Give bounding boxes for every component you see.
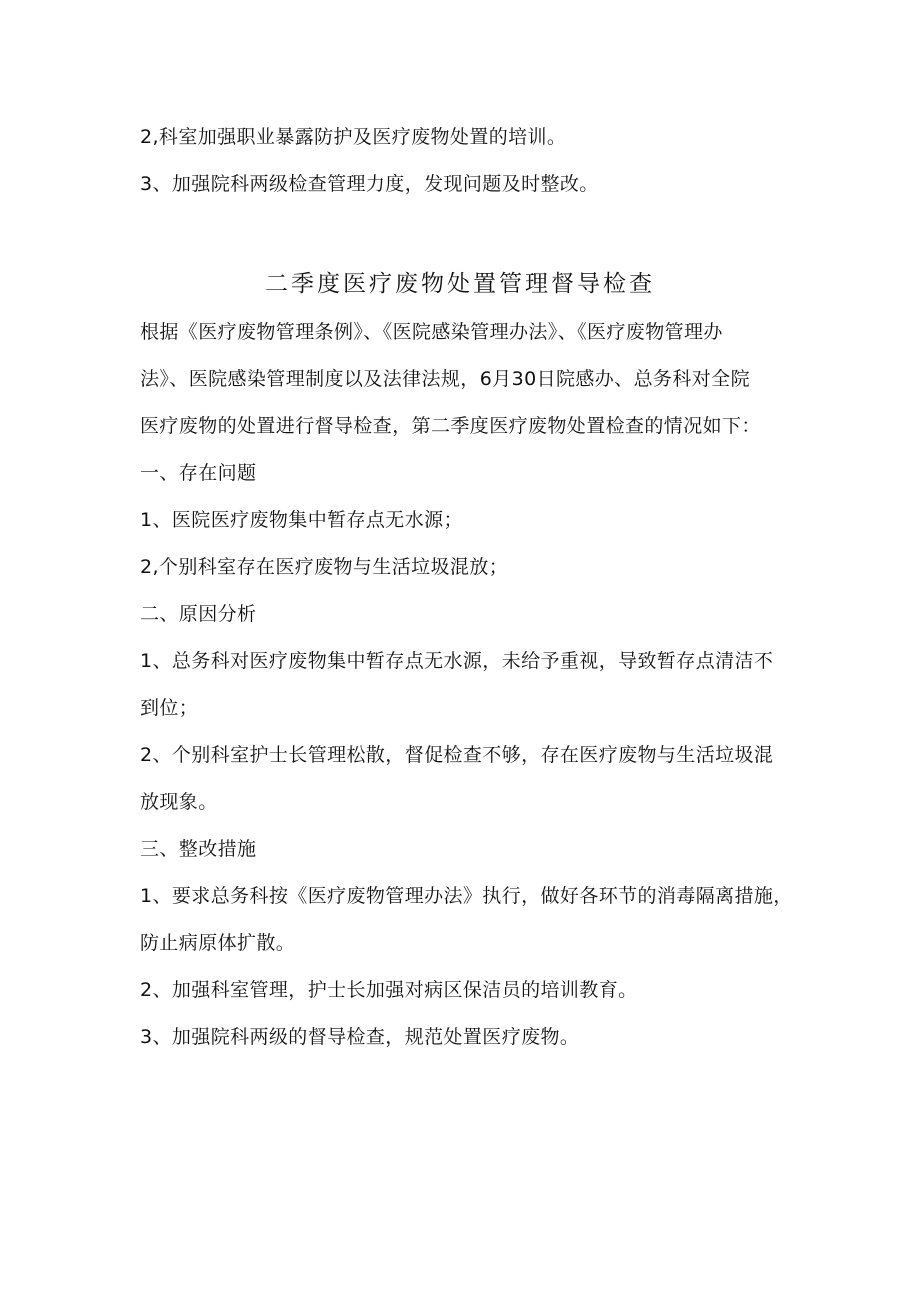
section-heading-measures: 三、整改措施 (140, 838, 257, 860)
intro-line: 法》、医院感染管理制度以及法律法规，6月30日院感办、总务科对全院 (140, 368, 750, 390)
problem-item: 1、医院医疗废物集中暂存点无水源； (140, 509, 463, 531)
intro-line: 医疗废物的处置进行督导检查，第二季度医疗废物处置检查的情况如下： (140, 415, 761, 437)
analysis-item-line: 1、总务科对医疗废物集中暂存点无水源，未给予重视，导致暂存点清洁不 (140, 650, 774, 672)
document-body (140, 309, 793, 1061)
analysis-item-line: 2、个别科室护士长管理松散，督促检查不够，存在医疗废物与生活垃圾混 (140, 744, 774, 766)
analysis-item-line: 放现象。 (140, 791, 218, 813)
top-item-2: 2,科室加强职业暴露防护及医疗废物处置的培训。 (140, 126, 567, 148)
intro-line: 根据《医疗废物管理条例》、《医院感染管理办法》、《医疗废物管理办 (140, 321, 723, 343)
section-heading-problems: 一、存在问题 (140, 462, 257, 484)
top-items (140, 114, 790, 208)
top-item-3: 3、加强院科两级检查管理力度，发现问题及时整改。 (140, 173, 599, 195)
measure-item-line: 防止病原体扩散。 (140, 932, 296, 954)
section-heading-analysis: 二、原因分析 (140, 603, 257, 625)
analysis-item-line: 到位； (140, 697, 199, 719)
document-title: 二季度医疗废物处置管理督导检查 (265, 271, 655, 297)
problem-item: 2,个别科室存在医疗废物与生活垃圾混放； (140, 556, 509, 578)
measure-item: 3、加强院科两级的督导检查，规范处置医疗废物。 (140, 1026, 580, 1048)
measure-item: 2、加强科室管理，护士长加强对病区保洁员的培训教育。 (140, 979, 638, 1001)
measure-item-line: 1、要求总务科按《医疗废物管理办法》执行，做好各环节的消毒隔离措施， (140, 885, 793, 907)
